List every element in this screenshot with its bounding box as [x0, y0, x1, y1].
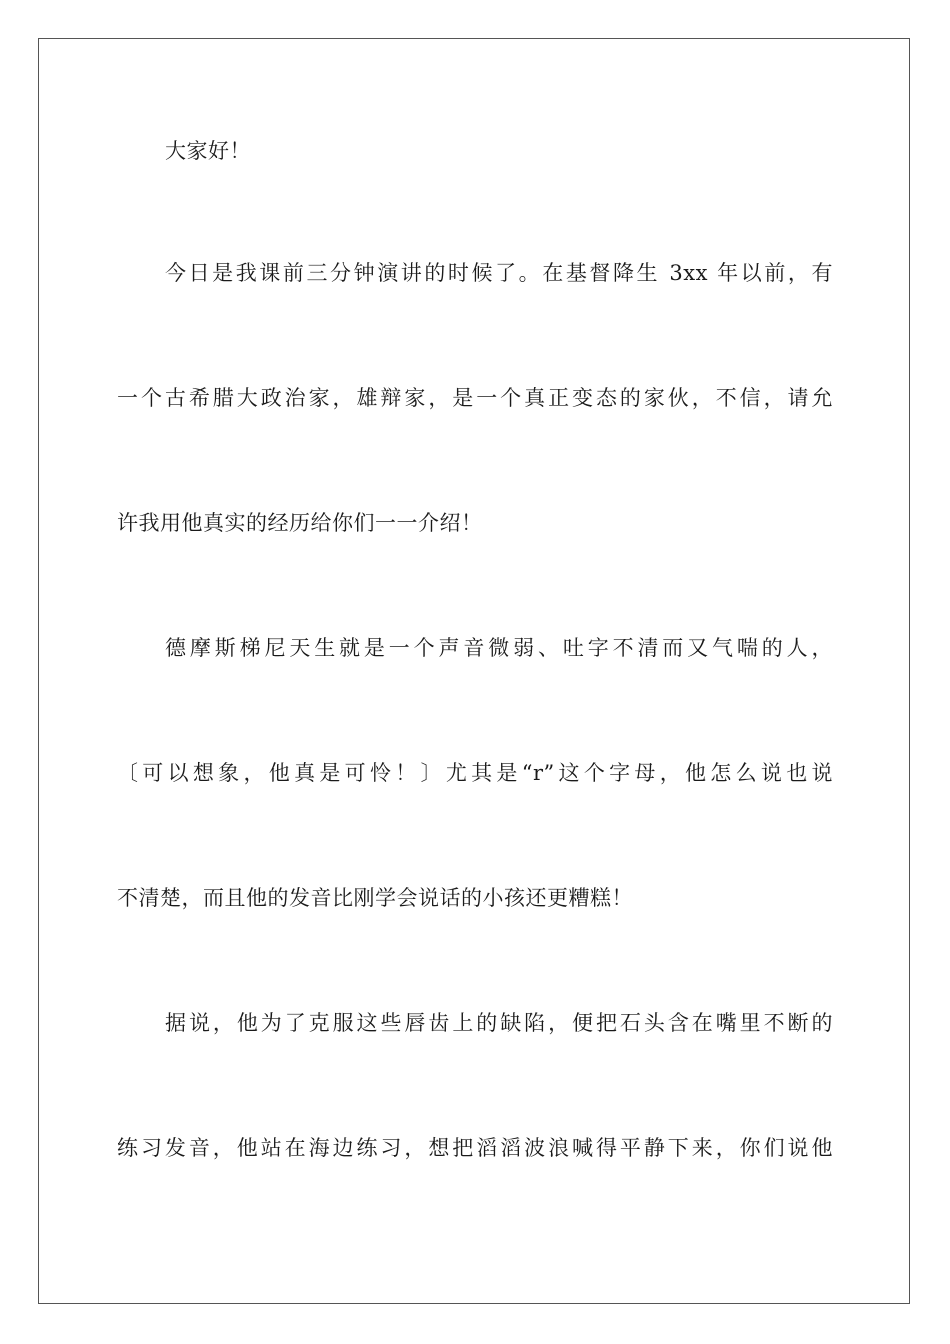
greeting-line: 大家好！	[165, 139, 251, 163]
paragraph-3-line-1: 据说，他为了克服这些唇齿上的缺陷，便把石头含在嘴里不断的	[165, 1011, 833, 1035]
page-border	[38, 38, 910, 1304]
paragraph-2-line-1: 德摩斯梯尼天生就是一个声音微弱、吐字不清而又气喘的人，	[165, 636, 833, 660]
paragraph-1-line-2: 一个古希腊大政治家，雄辩家，是一个真正变态的家伙，不信，请允	[117, 386, 833, 410]
paragraph-1-line-1: 今日是我课前三分钟演讲的时候了。在基督降生 3xx 年以前，有	[165, 261, 833, 285]
paragraph-1-line-3: 许我用他真实的经历给你们一一介绍！	[117, 511, 483, 535]
paragraph-2-line-3: 不清楚，而且他的发音比刚学会说话的小孩还更糟糕！	[117, 886, 633, 910]
paragraph-2-line-2: 〔可以想象，他真是可怜！〕尤其是“r”这个字母，他怎么说也说	[117, 761, 833, 785]
paragraph-3-line-2: 练习发音，他站在海边练习，想把滔滔波浪喊得平静下来，你们说他	[117, 1136, 833, 1160]
